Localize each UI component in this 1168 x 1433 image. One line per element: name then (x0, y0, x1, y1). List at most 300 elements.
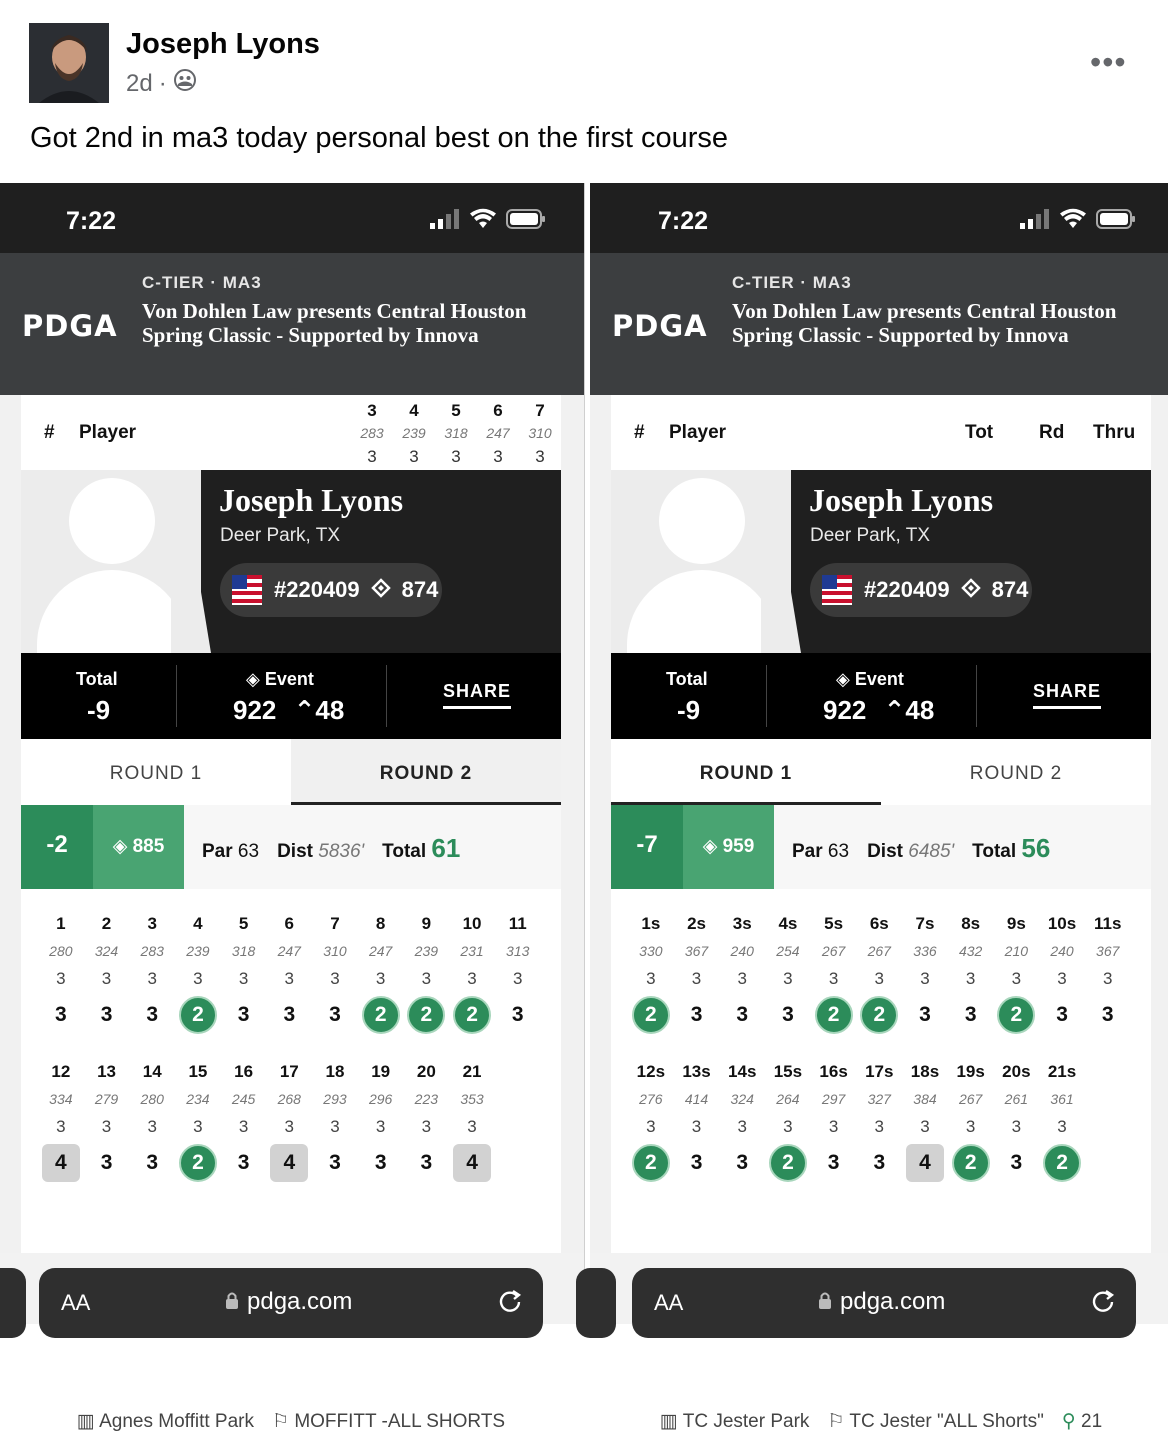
hole-score-cell (674, 1142, 720, 1184)
hole-distance: 234 (186, 1091, 210, 1107)
player-location: Deer Park, TX (810, 525, 931, 546)
hole-number: 2 (101, 914, 112, 933)
hole-score-cell (628, 1142, 674, 1184)
round-rating-diamond-icon: ◈ (702, 836, 718, 857)
hole-score-cell (811, 994, 857, 1036)
par-score: 3 (736, 1003, 749, 1026)
hole-number: 11s (1094, 914, 1122, 933)
hole-column (404, 1058, 450, 1184)
bogey-score: 4 (906, 1144, 944, 1182)
hole-distance: 240 (1050, 943, 1074, 959)
hole-distance: 231 (460, 943, 484, 959)
hole-par: 3 (737, 1117, 747, 1136)
hole-score-cell (129, 994, 175, 1036)
reload-icon[interactable] (497, 1286, 523, 1319)
hole-column (1085, 910, 1131, 1036)
hole-number: 17 (279, 1062, 299, 1081)
hole-number: 6 (284, 914, 295, 933)
par-score: 3 (329, 1151, 341, 1174)
score-divider (176, 665, 177, 727)
hole-number: 7s (915, 914, 935, 933)
header-hole-column (519, 399, 561, 468)
par-label: Par (202, 841, 233, 862)
hole-column (719, 910, 765, 1036)
hole-par: 3 (238, 969, 249, 988)
total-value: -9 (87, 695, 111, 725)
par-score: 3 (420, 1151, 433, 1174)
hole-number: 15 (188, 1062, 208, 1081)
hole-number: 13s (682, 1062, 711, 1081)
par-score: 3 (511, 1003, 524, 1026)
status-icons (430, 209, 546, 229)
player-card (21, 470, 561, 653)
dist-stat (277, 841, 364, 863)
birdie-score: 2 (769, 1144, 807, 1182)
hole-par: 3 (783, 1117, 793, 1136)
hole-score-cell (856, 1142, 902, 1184)
hole-distance: 264 (776, 1091, 800, 1107)
share-button[interactable]: SHARE (443, 681, 511, 709)
hole-number: 7 (535, 401, 545, 420)
course-item[interactable] (660, 1410, 810, 1433)
hole-score-cell (495, 994, 541, 1036)
hole-distance: 327 (867, 1091, 891, 1107)
round-rating-diamond-icon: ◈ (112, 836, 128, 857)
signal-icon (430, 209, 460, 229)
score-bar (21, 653, 561, 739)
hole-par: 3 (783, 969, 793, 988)
score-divider (766, 665, 767, 727)
hole-score-cell (902, 994, 948, 1036)
par-score: 3 (690, 1003, 703, 1026)
hole-distance: 353 (460, 1091, 484, 1107)
hole-column (38, 910, 84, 1036)
score-divider (386, 665, 387, 727)
hole-par: 3 (409, 447, 419, 466)
post-author-name[interactable]: Joseph Lyons (126, 28, 320, 60)
total-label: Total (76, 669, 118, 689)
hole-distance: 247 (368, 943, 393, 959)
round-tabs (611, 739, 1151, 805)
hole-distance: 240 (730, 943, 754, 959)
event-diamond-icon: ◈ (836, 669, 850, 689)
hole-column (994, 1058, 1040, 1184)
lock-icon (225, 1288, 239, 1316)
hole-number: 6s (869, 914, 889, 933)
hole-par: 3 (874, 1117, 885, 1136)
hole-number: 2s (687, 914, 706, 933)
player-pdga-pill[interactable] (220, 563, 442, 617)
hole-number: 14s (728, 1062, 757, 1081)
screenshot-right[interactable] (590, 183, 1168, 1432)
hole-par: 3 (238, 1117, 249, 1136)
layout-item[interactable] (827, 1410, 1043, 1433)
course-info (611, 1410, 1151, 1433)
birdie-score: 2 (952, 1144, 990, 1182)
round-relative-score: -7 (611, 805, 683, 889)
hole-number: 21s (1047, 1062, 1077, 1081)
hole-column (674, 1058, 720, 1184)
map-icon: ▥ (659, 1411, 678, 1432)
hole-column (449, 1058, 495, 1184)
hole-score-cell (765, 1142, 811, 1184)
hole-distance: 324 (730, 1091, 754, 1107)
total-stat (382, 833, 460, 864)
event-rating-label (836, 669, 904, 690)
layout-item[interactable] (272, 1410, 505, 1433)
pdga-logo[interactable]: PDGA (612, 309, 708, 343)
hole-score-cell (38, 994, 84, 1036)
hole-score-cell (765, 994, 811, 1036)
hole-column (358, 910, 404, 1036)
hole-score-cell (948, 1142, 994, 1184)
hole-distance: 239 (402, 425, 426, 441)
dist-label: Dist (277, 841, 313, 862)
header-hole-column (477, 399, 519, 468)
round-rating-value: 959 (722, 836, 755, 857)
event-header (590, 253, 1168, 395)
hole-distance: 280 (49, 943, 73, 959)
battery-icon (1096, 209, 1136, 229)
card-diagonal (171, 470, 211, 653)
hole-number: 1 (56, 914, 66, 933)
pdga-logo[interactable]: PDGA (22, 309, 118, 343)
lock-icon (818, 1288, 832, 1316)
par-stat (792, 841, 849, 863)
hole-score-cell (404, 1142, 450, 1184)
share-button[interactable]: SHARE (1033, 681, 1101, 709)
hole-par: 3 (56, 969, 66, 988)
signal-icon (1020, 209, 1050, 229)
round-stats (202, 833, 460, 864)
event-rating-delta: 48 (315, 695, 345, 725)
browser-tab-edge (0, 1268, 26, 1338)
par-score: 3 (146, 1003, 159, 1026)
hole-number: 3 (147, 914, 157, 933)
header-hole-columns (351, 399, 561, 468)
hole-number: 3s (732, 914, 752, 933)
round-summary (611, 805, 1151, 889)
rating-diamond-icon (372, 577, 390, 603)
hole-par: 3 (147, 969, 157, 988)
par-score: 3 (919, 1003, 931, 1026)
player-card (611, 470, 1151, 653)
hole-score-cell (856, 994, 902, 1036)
table-header (21, 395, 561, 470)
hole-distance: 283 (360, 425, 384, 441)
caret-up-icon: ⌃ (293, 695, 316, 725)
par-score: 3 (1056, 1003, 1068, 1026)
hole-par: 3 (284, 1117, 295, 1136)
dist-value: 6485' (908, 841, 955, 862)
us-flag-icon (232, 575, 262, 605)
course-item[interactable] (77, 1410, 254, 1433)
hole-column (266, 1058, 312, 1184)
hole-score-cell (358, 994, 404, 1036)
hole-number: 4 (409, 401, 419, 420)
hole-distance: 261 (1004, 1091, 1029, 1107)
col-player: Player (669, 422, 727, 443)
hole-distance: 223 (414, 1091, 439, 1107)
hole-par: 3 (330, 969, 340, 988)
hole-column (404, 910, 450, 1036)
player-rating: 874 (991, 577, 1029, 602)
hole-column (856, 910, 902, 1036)
hole-column (811, 1058, 857, 1184)
hole-par: 3 (828, 1117, 839, 1136)
hole-score-cell (1085, 994, 1131, 1036)
hole-par: 3 (828, 969, 839, 988)
dist-value: 5836' (318, 841, 365, 862)
hole-number: 12s (636, 1062, 666, 1081)
hole-score-cell (266, 994, 312, 1036)
hole-score-cell (221, 994, 267, 1036)
hole-distance: 247 (486, 425, 510, 441)
hole-par: 3 (467, 1117, 477, 1136)
hole-number: 12 (51, 1062, 71, 1081)
hole-number: 20s (1002, 1062, 1031, 1081)
player-pdga-pill[interactable] (810, 563, 1032, 617)
round-tabs (21, 739, 561, 805)
hole-distance: 296 (368, 1091, 393, 1107)
hole-distance: 297 (821, 1091, 846, 1107)
hole-distance: 310 (528, 425, 552, 441)
event-diamond-icon: ◈ (246, 669, 260, 689)
round-relative-score: -2 (21, 805, 93, 889)
par-score: 3 (100, 1003, 113, 1026)
hole-number: 16 (234, 1062, 254, 1081)
status-bar (590, 183, 1168, 253)
hole-distance: 267 (958, 1091, 983, 1107)
event-tier: C-TIER · MA3 (732, 273, 852, 292)
author-avatar[interactable] (29, 23, 109, 103)
player-name[interactable]: Joseph Lyons (809, 482, 994, 518)
hole-number: 13 (97, 1062, 116, 1081)
par-score: 3 (873, 1151, 886, 1174)
hole-row (611, 910, 1151, 1036)
hole-column (719, 1058, 765, 1184)
hole-par: 3 (874, 969, 885, 988)
round-total-value: 61 (431, 833, 461, 863)
flag-icon: ⚐ (827, 1411, 845, 1432)
hole-number: 18s (910, 1062, 940, 1081)
placeholder-head (659, 478, 745, 564)
hole-distance: 267 (821, 943, 846, 959)
par-score: 3 (100, 1151, 113, 1174)
header-hole-column (435, 399, 477, 468)
total-stat-label: Total (382, 841, 427, 862)
hole-distance: 367 (684, 943, 709, 959)
hole-number: 19 (371, 1062, 391, 1081)
round-summary (21, 805, 561, 889)
tab-round-2[interactable]: ROUND 2 (881, 739, 1151, 805)
hole-column (221, 910, 267, 1036)
par-score: 3 (329, 1003, 341, 1026)
tab-round-2[interactable]: ROUND 2 (291, 739, 561, 805)
col-thru: Thru (1093, 422, 1136, 443)
par-score: 3 (146, 1151, 159, 1174)
meta-separator: · (158, 69, 167, 97)
course-info (21, 1410, 561, 1433)
hole-distance: 267 (867, 943, 891, 959)
birdie-score: 2 (632, 1144, 670, 1182)
par-score: 3 (964, 1003, 977, 1026)
player-name[interactable]: Joseph Lyons (219, 482, 404, 518)
par-score: 3 (827, 1151, 840, 1174)
hole-distance: 324 (94, 943, 119, 959)
hole-score-cell (994, 994, 1040, 1036)
card-diagonal (761, 470, 801, 653)
hole-par: 3 (147, 1117, 157, 1136)
hole-distance: 268 (277, 1091, 301, 1107)
tab-round-1[interactable]: ROUND 1 (611, 739, 881, 805)
hole-grid-front (611, 910, 1151, 1036)
layout-name: TC Jester "ALL Shorts" (849, 1411, 1044, 1432)
status-bar (0, 183, 584, 253)
map-icon: ▥ (76, 1411, 95, 1432)
hole-number: 5 (238, 914, 249, 933)
hole-par: 3 (1057, 969, 1067, 988)
round-rating (93, 805, 184, 889)
browser-address-bar[interactable] (632, 1268, 1136, 1338)
hole-score-cell (404, 994, 450, 1036)
hole-score-cell (84, 994, 130, 1036)
hole-score-cell (719, 994, 765, 1036)
col-round: Rd (1039, 422, 1065, 443)
birdie-score: 2 (632, 996, 670, 1034)
hole-par: 3 (965, 1117, 976, 1136)
par-value: 63 (827, 841, 850, 862)
round-rating-value: 885 (132, 836, 165, 857)
hole-column (856, 1058, 902, 1184)
hole-column (765, 910, 811, 1036)
bogey-score: 4 (270, 1144, 308, 1182)
par-score: 3 (374, 1151, 387, 1174)
hole-par: 3 (375, 1117, 386, 1136)
hole-distance: 361 (1050, 1091, 1074, 1107)
hole-distance: 318 (231, 943, 256, 959)
browser-address-bar[interactable] (39, 1268, 543, 1338)
hole-score-cell (628, 994, 674, 1036)
hole-score-cell (175, 994, 221, 1036)
hole-distance: 318 (444, 425, 468, 441)
screenshot-left[interactable] (0, 183, 584, 1432)
hole-distance: 334 (49, 1091, 73, 1107)
hole-distance: 210 (1004, 943, 1029, 959)
course-name: Agnes Moffitt Park (99, 1411, 254, 1432)
hole-par: 3 (512, 969, 523, 988)
friends-audience-icon[interactable] (173, 68, 197, 99)
hole-par: 3 (1102, 969, 1113, 988)
hole-number: 16s (819, 1062, 848, 1081)
hole-score-cell (84, 1142, 130, 1184)
hole-score-cell (902, 1142, 948, 1184)
hole-score-cell (312, 1142, 358, 1184)
reader-aa-button[interactable]: AA (654, 1290, 684, 1315)
hole-number: 5s (824, 914, 844, 933)
hole-count: 21 (1081, 1411, 1103, 1432)
col-rank: # (44, 422, 55, 443)
hole-number: 7 (330, 914, 340, 933)
hole-column (129, 910, 175, 1036)
par-score: 3 (1101, 1003, 1114, 1026)
hole-score-cell (449, 994, 495, 1036)
reader-aa-button[interactable]: AA (61, 1290, 91, 1315)
wifi-icon (470, 209, 496, 229)
hole-grid-front (21, 910, 561, 1036)
col-total: Tot (965, 422, 994, 443)
hole-score-cell (1039, 994, 1085, 1036)
hole-column (811, 910, 857, 1036)
hole-column (266, 910, 312, 1036)
hole-distance: 279 (94, 1091, 119, 1107)
more-options-icon[interactable]: ••• (1090, 44, 1127, 80)
hole-distance: 276 (639, 1091, 663, 1107)
hole-number: 8s (961, 914, 981, 933)
post-time[interactable]: 2d (126, 69, 153, 97)
score-bar (611, 653, 1151, 739)
hole-number: 9s (1006, 914, 1026, 933)
hole-score-cell (266, 1142, 312, 1184)
hole-number: 18 (325, 1062, 345, 1081)
total-stat (972, 833, 1050, 864)
hole-par: 3 (421, 1117, 432, 1136)
pdga-number: #220409 (274, 577, 360, 602)
hole-column (628, 910, 674, 1036)
hole-par: 3 (375, 969, 386, 988)
hole-distance: 336 (913, 943, 937, 959)
hole-par: 3 (467, 969, 477, 988)
birdie-score: 2 (997, 996, 1035, 1034)
hole-par: 3 (101, 969, 112, 988)
hole-par: 3 (920, 1117, 930, 1136)
hole-par: 3 (193, 969, 203, 988)
par-score: 3 (690, 1151, 703, 1174)
hole-distance: 239 (414, 943, 439, 959)
round-total-value: 56 (1021, 833, 1051, 863)
hole-column (674, 910, 720, 1036)
holes-item[interactable] (1062, 1410, 1102, 1433)
hole-distance: 432 (958, 943, 983, 959)
hole-number: 9 (421, 914, 432, 933)
hole-distance: 283 (140, 943, 164, 959)
hole-par: 3 (451, 447, 461, 466)
event-rating-value (823, 695, 934, 726)
header-hole-column (393, 399, 435, 468)
hole-par: 3 (101, 1117, 112, 1136)
browser-url[interactable] (818, 1288, 945, 1316)
hole-score-cell (994, 1142, 1040, 1184)
hole-score-cell (719, 1142, 765, 1184)
us-flag-icon (822, 575, 852, 605)
hole-column (221, 1058, 267, 1184)
par-score: 3 (782, 1003, 794, 1026)
hole-distance: 254 (776, 943, 800, 959)
hole-distance: 414 (684, 1091, 709, 1107)
hole-number: 15s (773, 1062, 803, 1081)
hole-distance: 367 (1096, 943, 1120, 959)
birdie-score: 2 (453, 996, 491, 1034)
event-rating-label (246, 669, 314, 690)
flag-icon: ⚐ (271, 1411, 290, 1432)
tab-round-1[interactable]: ROUND 1 (21, 739, 291, 805)
hole-number: 4s (778, 914, 798, 933)
col-rank: # (634, 422, 645, 443)
reload-icon[interactable] (1090, 1286, 1116, 1319)
browser-url[interactable] (225, 1288, 352, 1316)
par-label: Par (792, 841, 823, 862)
player-location: Deer Park, TX (220, 525, 341, 546)
